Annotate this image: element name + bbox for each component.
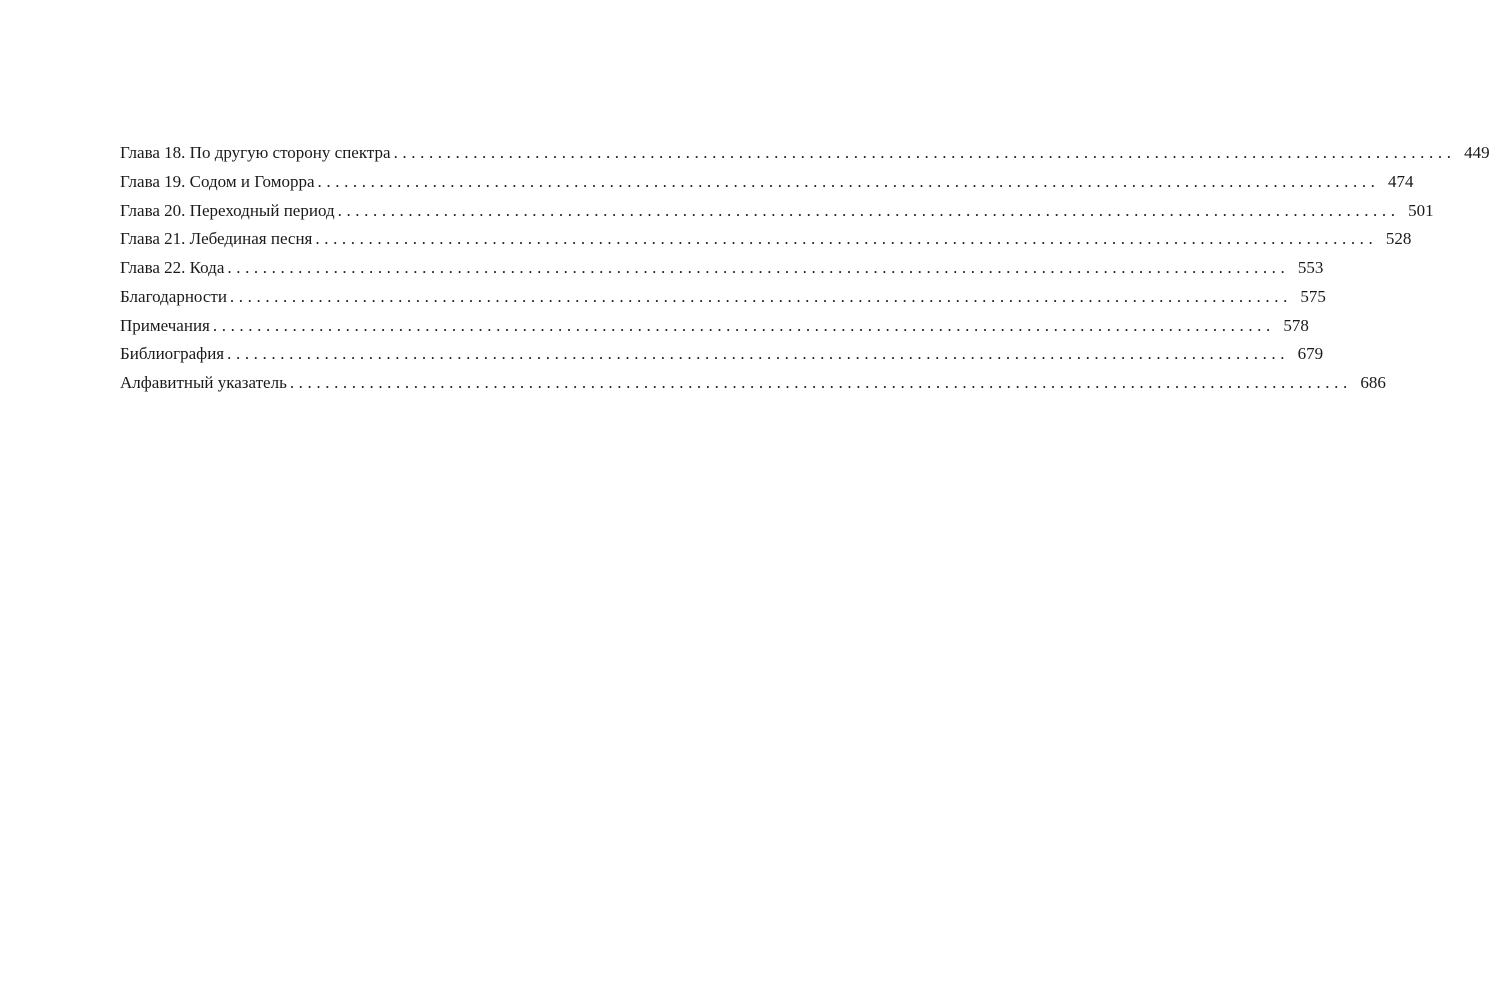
toc-entry-title: Библиография	[120, 344, 225, 364]
toc-dot-leader: ........................................................................................................................	[315, 229, 1378, 249]
toc-entry-page-number: 578	[1283, 315, 1309, 335]
toc-dot-leader: ........................................................................................................................	[393, 143, 1456, 162]
toc-entry	[120, 139, 1490, 168]
toc-entry-title: Алфавитный указатель	[120, 373, 287, 392]
toc-entry-page-number: 575	[1300, 286, 1326, 306]
toc-dot-leader: ........................................................................................................................	[212, 315, 1275, 335]
toc-entry-page-number: 449	[1464, 143, 1490, 162]
toc-entry-page-number: 553	[1297, 258, 1324, 277]
toc-entry	[120, 197, 1434, 226]
toc-entry	[120, 312, 1309, 341]
toc-entry-title: Примечания	[120, 315, 210, 335]
toc-entry-page-number: 501	[1408, 200, 1434, 220]
toc-entry	[120, 254, 1324, 283]
toc-dot-leader: ........................................................................................................................	[289, 373, 1352, 392]
toc-entry-title: Глава 18. По другую сторону спектра	[120, 143, 391, 162]
toc-entry	[120, 283, 1326, 312]
toc-entry	[120, 340, 1324, 369]
toc-entry	[120, 168, 1414, 197]
toc-entry	[120, 225, 1412, 254]
toc-entry-title: Глава 19. Содом и Гоморра	[120, 171, 315, 191]
toc-entry-title: Благодарности	[120, 286, 227, 306]
toc-dot-leader: ........................................................................................................................	[317, 171, 1380, 191]
toc-entry-title: Глава 21. Лебединая песня	[120, 229, 313, 249]
toc-entry-title: Глава 20. Переходный период	[120, 200, 335, 220]
toc-dot-leader: ........................................................................................................................	[337, 200, 1400, 220]
table-of-contents	[120, 139, 1490, 398]
toc-entry-page-number: 474	[1388, 171, 1414, 191]
toc-dot-leader: ........................................................................................................................	[227, 344, 1290, 364]
toc-entry-page-number: 686	[1360, 373, 1386, 392]
toc-dot-leader: ........................................................................................................................	[227, 258, 1290, 277]
toc-entry-page-number: 679	[1297, 344, 1324, 364]
toc-entry	[120, 369, 1386, 398]
toc-dot-leader: ........................................................................................................................	[229, 286, 1292, 306]
toc-entry-title: Глава 22. Кода	[120, 258, 225, 277]
toc-entry-page-number: 528	[1385, 229, 1412, 249]
